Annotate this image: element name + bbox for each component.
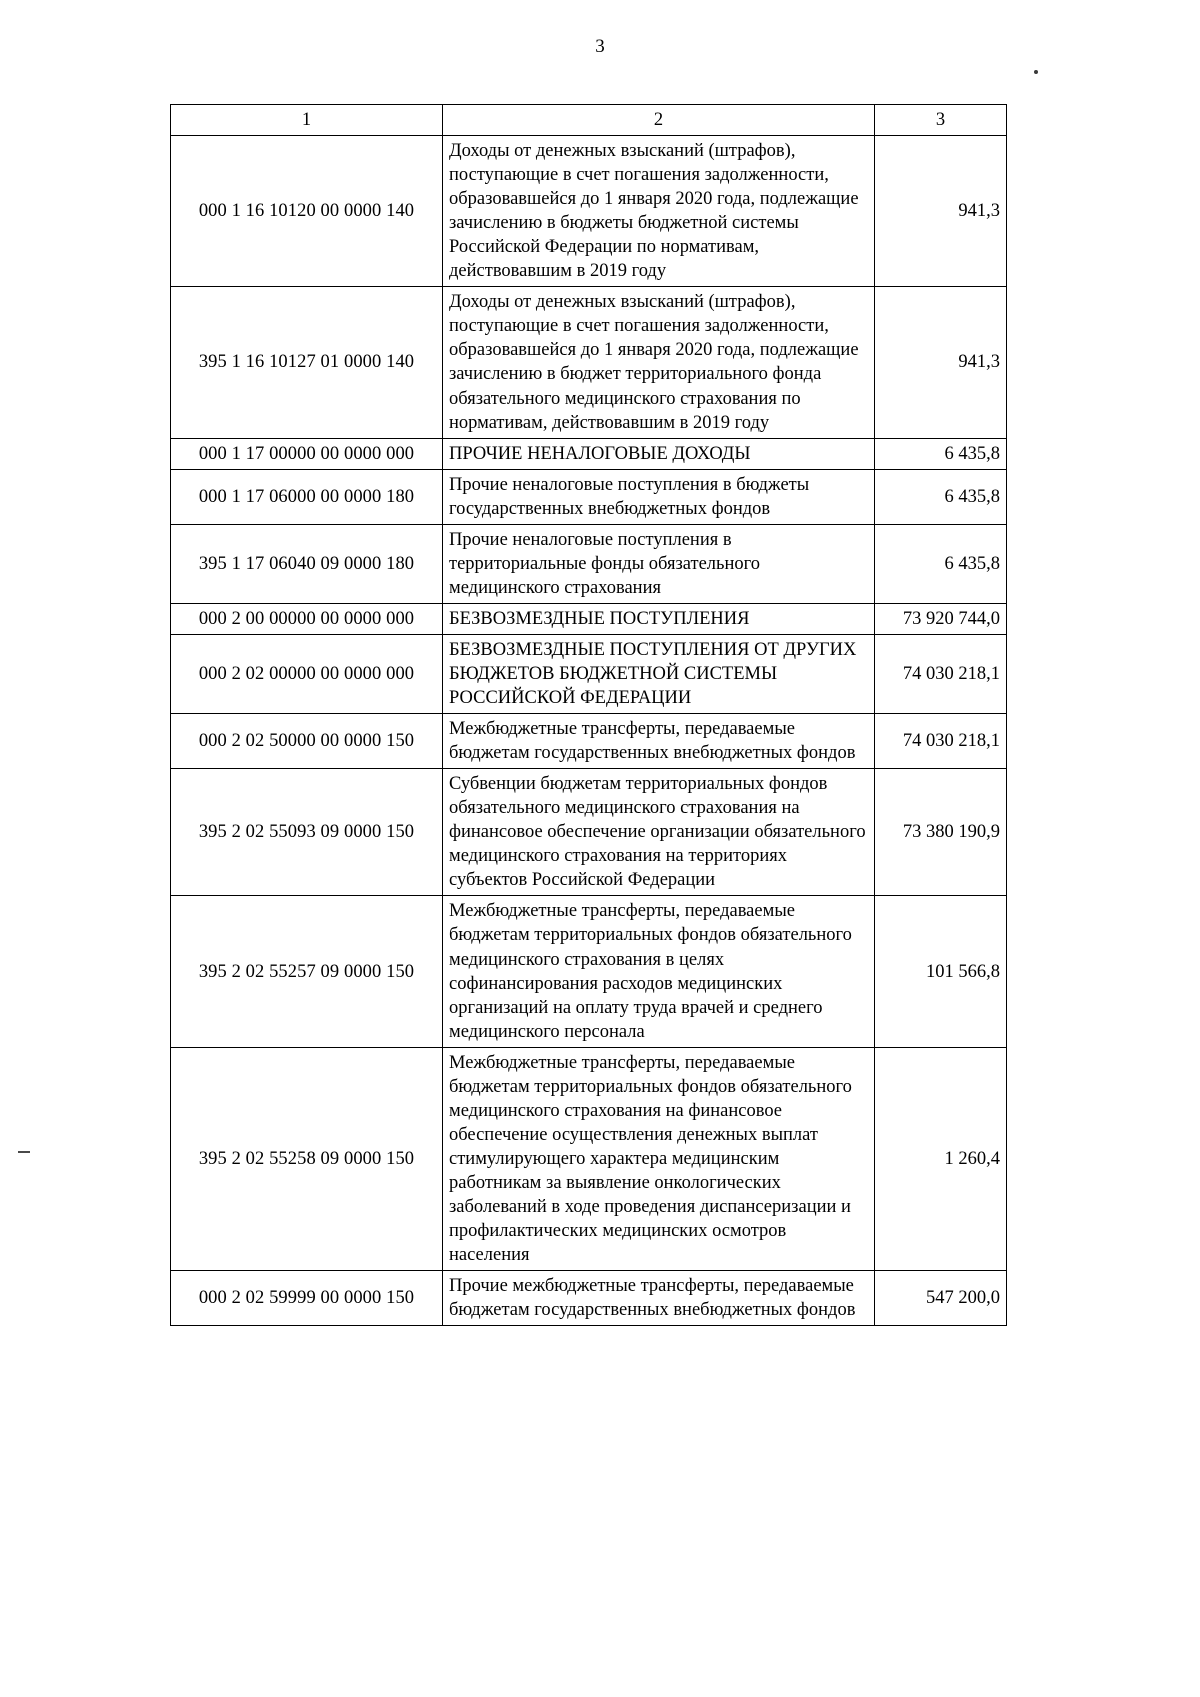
row-name: Доходы от денежных взысканий (штрафов), поступающие в счет погашения задолженности, образовавшейся до 1 января 2020 года, подлежащие зачислению в бюджет территориального фонда обязательного медицинского страхования по нормативам, действовавшим в 2019 году <box>443 287 875 438</box>
row-name: Межбюджетные трансферты, передаваемые бюджетам территориальных фондов обязательного медицинского страхования в целях софинансирования расходов медицинских организаций на оплату труда врачей и среднего медицинского персонала <box>443 896 875 1047</box>
page-number: 3 <box>595 36 605 57</box>
row-amount: 547 200,0 <box>875 1271 1007 1326</box>
row-name: Прочие неналоговые поступления в бюджеты государственных внебюджетных фондов <box>443 469 875 524</box>
row-name: Межбюджетные трансферты, передаваемые бюджетам территориальных фондов обязательного медицинского страхования на финансовое обеспечение осуществления денежных выплат стимулирующего характера медицинским работникам за выявление онкологических заболеваний в ходе проведения диспансеризации и профилактических медицинских осмотров населения <box>443 1047 875 1270</box>
row-code: 395 1 17 06040 09 0000 180 <box>171 524 443 603</box>
table-row <box>171 896 1007 1047</box>
row-code: 000 2 00 00000 00 0000 000 <box>171 603 443 634</box>
budget-revenues-table <box>170 104 1007 1326</box>
table-row <box>171 287 1007 438</box>
row-name: БЕЗВОЗМЕЗДНЫЕ ПОСТУПЛЕНИЯ ОТ ДРУГИХ БЮДЖЕТОВ БЮДЖЕТНОЙ СИСТЕМЫ РОССИЙСКОЙ ФЕДЕРАЦИИ <box>443 634 875 713</box>
row-code: 395 2 02 55258 09 0000 150 <box>171 1047 443 1270</box>
column-number-2: 2 <box>443 105 875 136</box>
row-code: 000 1 17 00000 00 0000 000 <box>171 438 443 469</box>
row-code: 395 2 02 55257 09 0000 150 <box>171 896 443 1047</box>
row-code: 395 2 02 55093 09 0000 150 <box>171 769 443 896</box>
scan-artifact-dot <box>1034 70 1038 74</box>
table-column-number-row <box>171 105 1007 136</box>
table-row <box>171 634 1007 713</box>
table-row <box>171 769 1007 896</box>
table-row <box>171 136 1007 287</box>
row-amount: 73 920 744,0 <box>875 603 1007 634</box>
table-row <box>171 438 1007 469</box>
row-amount: 101 566,8 <box>875 896 1007 1047</box>
row-amount: 941,3 <box>875 136 1007 287</box>
row-code: 000 2 02 50000 00 0000 150 <box>171 714 443 769</box>
row-amount: 6 435,8 <box>875 469 1007 524</box>
row-code: 000 1 17 06000 00 0000 180 <box>171 469 443 524</box>
row-name: Доходы от денежных взысканий (штрафов), поступающие в счет погашения задолженности, образовавшейся до 1 января 2020 года, подлежащие зачислению в бюджеты бюджетной системы Российской Федерации по нормативам, действовавшим в 2019 году <box>443 136 875 287</box>
table-row <box>171 603 1007 634</box>
row-amount: 74 030 218,1 <box>875 714 1007 769</box>
table-row <box>171 524 1007 603</box>
row-name: ПРОЧИЕ НЕНАЛОГОВЫЕ ДОХОДЫ <box>443 438 875 469</box>
table-row <box>171 469 1007 524</box>
row-amount: 6 435,8 <box>875 524 1007 603</box>
row-name: Прочие межбюджетные трансферты, передаваемые бюджетам государственных внебюджетных фондов <box>443 1271 875 1326</box>
column-number-3: 3 <box>875 105 1007 136</box>
table-row <box>171 714 1007 769</box>
row-code: 395 1 16 10127 01 0000 140 <box>171 287 443 438</box>
table-row <box>171 1047 1007 1270</box>
row-code: 000 1 16 10120 00 0000 140 <box>171 136 443 287</box>
row-name: Межбюджетные трансферты, передаваемые бюджетам государственных внебюджетных фондов <box>443 714 875 769</box>
column-number-1: 1 <box>171 105 443 136</box>
row-code: 000 2 02 00000 00 0000 000 <box>171 634 443 713</box>
row-amount: 941,3 <box>875 287 1007 438</box>
row-name: БЕЗВОЗМЕЗДНЫЕ ПОСТУПЛЕНИЯ <box>443 603 875 634</box>
table-row <box>171 1271 1007 1326</box>
row-amount: 74 030 218,1 <box>875 634 1007 713</box>
row-code: 000 2 02 59999 00 0000 150 <box>171 1271 443 1326</box>
row-amount: 1 260,4 <box>875 1047 1007 1270</box>
row-amount: 73 380 190,9 <box>875 769 1007 896</box>
row-name: Субвенции бюджетам территориальных фондов обязательного медицинского страхования на финансовое обеспечение организации обязательного медицинского страхования на территориях субъектов Российской Федерации <box>443 769 875 896</box>
scan-artifact-mark <box>18 1151 30 1153</box>
row-amount: 6 435,8 <box>875 438 1007 469</box>
row-name: Прочие неналоговые поступления в территориальные фонды обязательного медицинского страхования <box>443 524 875 603</box>
